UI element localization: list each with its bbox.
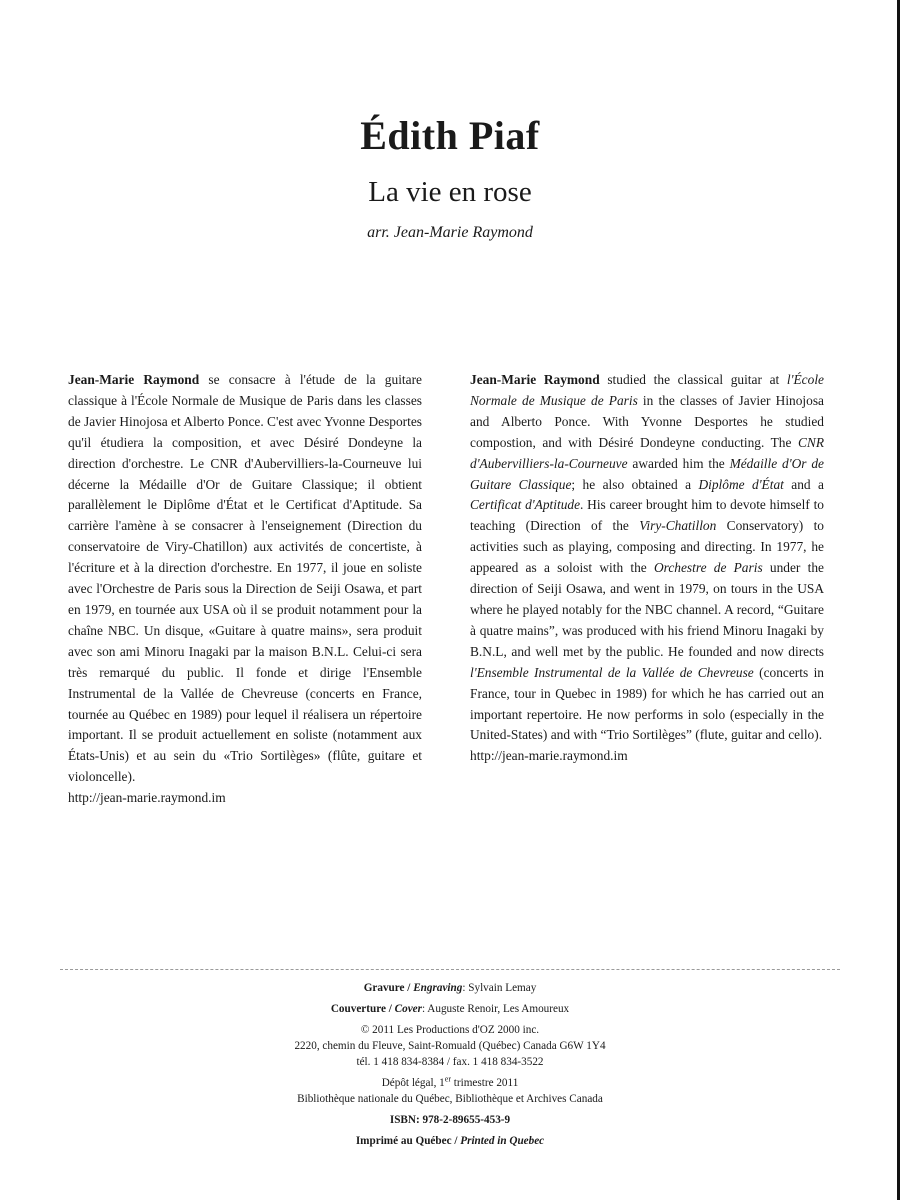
bio-en-italic: Médaille d'Or de Guitare Classique: [470, 455, 824, 492]
bio-fr-text: se consacre à l'étude de la guitare classique à l'École Normale de Musique de Paris dans les classes de Javier Hinojosa et Alberto Ponce. C'est avec Yvonne Desportes qu'il étudiera la composition, et avec Désiré Dondeyne la direction d'orchestre. Le CNR d'Aubervilliers-la-Courneuve lui décerne la Médaille d'Or de Guitare Classique; il obtient parallèlement le Diplôme d'État et le Certificat d'Aptitude. Sa carrière l'amène à se consacrer à l'enseignement (Direction du conservatoire de Viry-Chatillon) aux activités de concertiste, à l'écriture et à la direction d'orchestre. En 1977, il joue en soliste avec l'Orchestre de Paris sous la Direction de Seiji Osawa, et part en 1979, en tournée aux USA où il se produit notamment pour la chaîne NBC. Un disque, «Guitare à quatre mains», sera produit avec son ami Minoru Inagaki par la maison B.N.L. Celui-ci sera très remarqué du public. Il fonde et dirige l'Ensemble Instrumental de la Vallée de Chevreuse (concerts en France, tournée au Québec en 1989) pour lequel il réalisera un répertoire important. Il se produit actuellement en soliste (notamment aux États-Unis) et au sein du «Trio Sortilèges» (flûte, guitare et violoncelle).: [68, 372, 422, 785]
engraving-label-fr: Gravure /: [363, 982, 414, 994]
copyright-line: © 2011 Les Productions d'OZ 2000 inc.: [360, 1024, 540, 1036]
engraving-value: : Sylvain Lemay: [462, 982, 537, 994]
separator-rule: [60, 969, 840, 970]
arranger-credit: arr. Jean-Marie Raymond: [367, 224, 533, 241]
bio-en-italic: Diplôme d'État: [698, 476, 784, 492]
song-title: La vie en rose: [368, 176, 532, 208]
bio-fr-url: http://jean-marie.raymond.im: [68, 790, 226, 806]
bio-en-italic: CNR d'Aubervilliers-la-Courneuve: [470, 434, 824, 471]
bio-en-text: and a: [783, 476, 824, 492]
bio-en-text: awarded him the: [627, 455, 730, 471]
cover-label-en: Cover: [394, 1003, 422, 1015]
publisher-address: 2220, chemin du Fleuve, Saint-Romuald (Québec) Canada G6W 1Y4: [294, 1040, 606, 1052]
engraving-label-en: Engraving: [413, 982, 463, 994]
bio-en-italic: l'École Normale de Musique de Paris: [470, 372, 824, 408]
bio-en-italic: l'Ensemble Instrumental de la Vallée de Chevreuse: [470, 664, 754, 680]
publisher-phone: tél. 1 418 834-8384 / fax. 1 418 834-3522: [356, 1056, 544, 1068]
bio-en-paragraph: [470, 370, 824, 746]
legal-deposit: [0, 1075, 900, 1091]
bio-en-italic: Certificat d'Aptitude: [470, 497, 581, 513]
cover-value: : Auguste Renoir, Les Amoureux: [422, 1003, 570, 1015]
legal-deposit-sup: er: [444, 1074, 451, 1084]
printed-in: [0, 1133, 900, 1149]
bio-en-text: Conservatory) to activities such as playing, composing and directing. In 1977, he appeared as a soloist with the: [470, 518, 824, 576]
library-names: Bibliothèque nationale du Québec, Bibliothèque et Archives Canada: [297, 1093, 603, 1105]
bio-en-text: ; he also obtained a: [571, 476, 699, 492]
printed-en: Printed in Quebec: [460, 1135, 545, 1147]
legal-deposit-post: trimestre 2011: [450, 1077, 519, 1089]
printed-fr: Imprimé au Québec /: [355, 1135, 461, 1147]
cover-credit: [0, 1001, 900, 1017]
bio-en-italic: Orchestre de Paris: [653, 560, 763, 576]
bio-en-italic: Viry-Chatillon: [639, 518, 717, 534]
biography-french: [68, 370, 422, 809]
bio-fr-paragraph: [68, 370, 422, 788]
bio-en-name: Jean-Marie Raymond: [470, 372, 600, 387]
bio-en-url: http://jean-marie.raymond.im: [470, 748, 628, 764]
bio-en-text: in the classes of Javier Hinojosa and Alberto Ponce. With Yvonne Desportes he studied compostion, and with Désiré Dondeyne conducting. The: [470, 392, 824, 450]
composer-name: Édith Piaf: [360, 113, 540, 158]
biography-english: [470, 370, 824, 767]
bio-fr-name: Jean-Marie Raymond: [68, 372, 200, 387]
bio-en-text: studied the classical guitar at: [599, 372, 787, 387]
bio-en-text: under the direction of Seiji Osawa, and went in 1979, on tours in the USA where he played notably for the NBC channel. A record, “Guitare à quatre mains”, was produced with his friend Minoru Inagaki by B.N.L, and well met by the public. He founded and now directs: [470, 560, 824, 659]
publication-credits: [0, 980, 900, 1149]
isbn-value: ISBN: 978-2-89655-453-9: [389, 1114, 511, 1126]
engraving-credit: [0, 980, 900, 996]
bio-en-text: (concerts in France, tour in Quebec in 1989) for which he has carried out an important repertoire. He now performs in solo (especially in the United-States) and with “Trio Sortilèges” (flute, guitar and cello).: [470, 664, 824, 743]
bio-en-text: . His career brought him to devote himself to teaching (Direction of the: [470, 497, 824, 534]
cover-label-fr: Couverture /: [330, 1003, 395, 1015]
legal-deposit-pre: Dépôt légal, 1: [381, 1077, 445, 1089]
isbn: [0, 1112, 900, 1128]
